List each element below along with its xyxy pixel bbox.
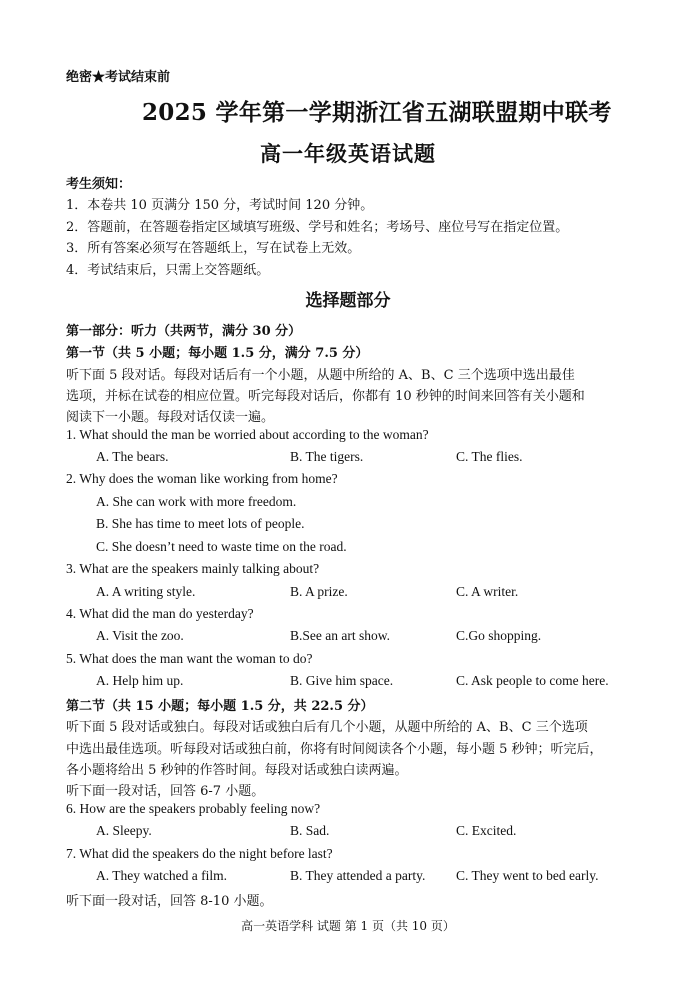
- option-c: C. The flies.: [456, 449, 523, 464]
- notice-item: 2．答题前，在答题卷指定区域填写班级、学号和姓名；考场号、座位号写在指定位置。: [66, 220, 569, 235]
- option-a: A. Sleepy.: [96, 823, 152, 838]
- option-b: B. The tigers.: [290, 449, 364, 464]
- section1-instruction: 阅读下一小题。每段对话仅读一遍。: [66, 410, 275, 425]
- option-b: B. They attended a party.: [290, 868, 426, 883]
- option-c: C.Go shopping.: [456, 628, 542, 643]
- section1-heading: 第一节（共 5 小题；每小题 1.5 分，满分 7.5 分）: [66, 346, 369, 361]
- option-b: B.See an art show.: [290, 628, 390, 643]
- question-stem: 2. Why does the woman like working from home?: [66, 471, 338, 486]
- dialog-instruction: 听下面一段对话，回答 8-10 小题。: [66, 894, 273, 909]
- option-b: B. A prize.: [290, 584, 348, 599]
- question-stem: 3. What are the speakers mainly talking about?: [66, 561, 320, 576]
- option-b: B. She has time to meet lots of people.: [96, 516, 305, 531]
- exam-subtitle: 高一年级英语试题: [260, 141, 436, 166]
- page-footer: 高一英语学科 试题 第 1 页（共 10 页）: [241, 919, 455, 933]
- confidential-label: 绝密★考试结束前: [66, 70, 171, 85]
- listening-heading: 第一部分：听力（共两节，满分 30 分）: [66, 324, 302, 339]
- notice-heading: 考生须知：: [66, 177, 132, 192]
- section2-heading: 第二节（共 15 小题；每小题 1.5 分，共 22.5 分）: [66, 699, 374, 714]
- question-stem: 6. How are the speakers probably feeling now?: [66, 801, 321, 816]
- option-a: A. The bears.: [96, 449, 169, 464]
- notice-item: 3．所有答案必须写在答题纸上，写在试卷上无效。: [66, 241, 361, 256]
- option-c: C. They went to bed early.: [456, 868, 599, 883]
- notice-item: 4．考试结束后，只需上交答题纸。: [66, 263, 270, 278]
- section1-instruction: 听下面 5 段对话。每段对话后有一个小题，从题中所给的 A、B、C 三个选项中选出最佳: [66, 368, 575, 383]
- dialog-instruction: 听下面一段对话，回答 6-7 小题。: [66, 784, 265, 799]
- option-c: C. A writer.: [456, 584, 519, 599]
- question-stem: 7. What did the speakers do the night before last?: [66, 846, 333, 861]
- option-a: A. She can work with more freedom.: [96, 494, 297, 509]
- part-title: 选择题部分: [305, 291, 391, 311]
- section2-instruction: 各小题将给出 5 秒钟的作答时间。每段对话或独白读两遍。: [66, 763, 408, 778]
- notice-item: 1．本卷共 10 页满分 150 分，考试时间 120 分钟。: [66, 198, 374, 213]
- option-c: C. She doesn’t need to waste time on the road.: [96, 539, 347, 554]
- option-a: A. Help him up.: [96, 673, 184, 688]
- question-stem: 5. What does the man want the woman to do?: [66, 651, 313, 666]
- option-a: A. Visit the zoo.: [96, 628, 184, 643]
- section2-instruction: 听下面 5 段对话或独白。每段对话或独白后有几个小题，从题中所给的 A、B、C 三个选项: [66, 720, 588, 735]
- question-stem: 1. What should the man be worried about according to the woman?: [66, 427, 429, 442]
- option-b: B. Sad.: [290, 823, 330, 838]
- option-a: A. A writing style.: [96, 584, 196, 599]
- option-b: B. Give him space.: [290, 673, 394, 688]
- section2-instruction: 中选出最佳选项。听每段对话或独白前，你将有时间阅读各个小题，每小题 5 秒钟；听完后，: [66, 742, 603, 757]
- section1-instruction: 选项，并标在试卷的相应位置。听完每段对话后，你都有 10 秒钟的时间来回答有关小题和: [66, 389, 585, 404]
- option-c: C. Ask people to come here.: [456, 673, 609, 688]
- question-stem: 4. What did the man do yesterday?: [66, 606, 254, 621]
- option-c: C. Excited.: [456, 823, 517, 838]
- exam-title: 2025 学年第一学期浙江省五湖联盟期中联考: [142, 99, 612, 126]
- option-a: A. They watched a film.: [96, 868, 227, 883]
